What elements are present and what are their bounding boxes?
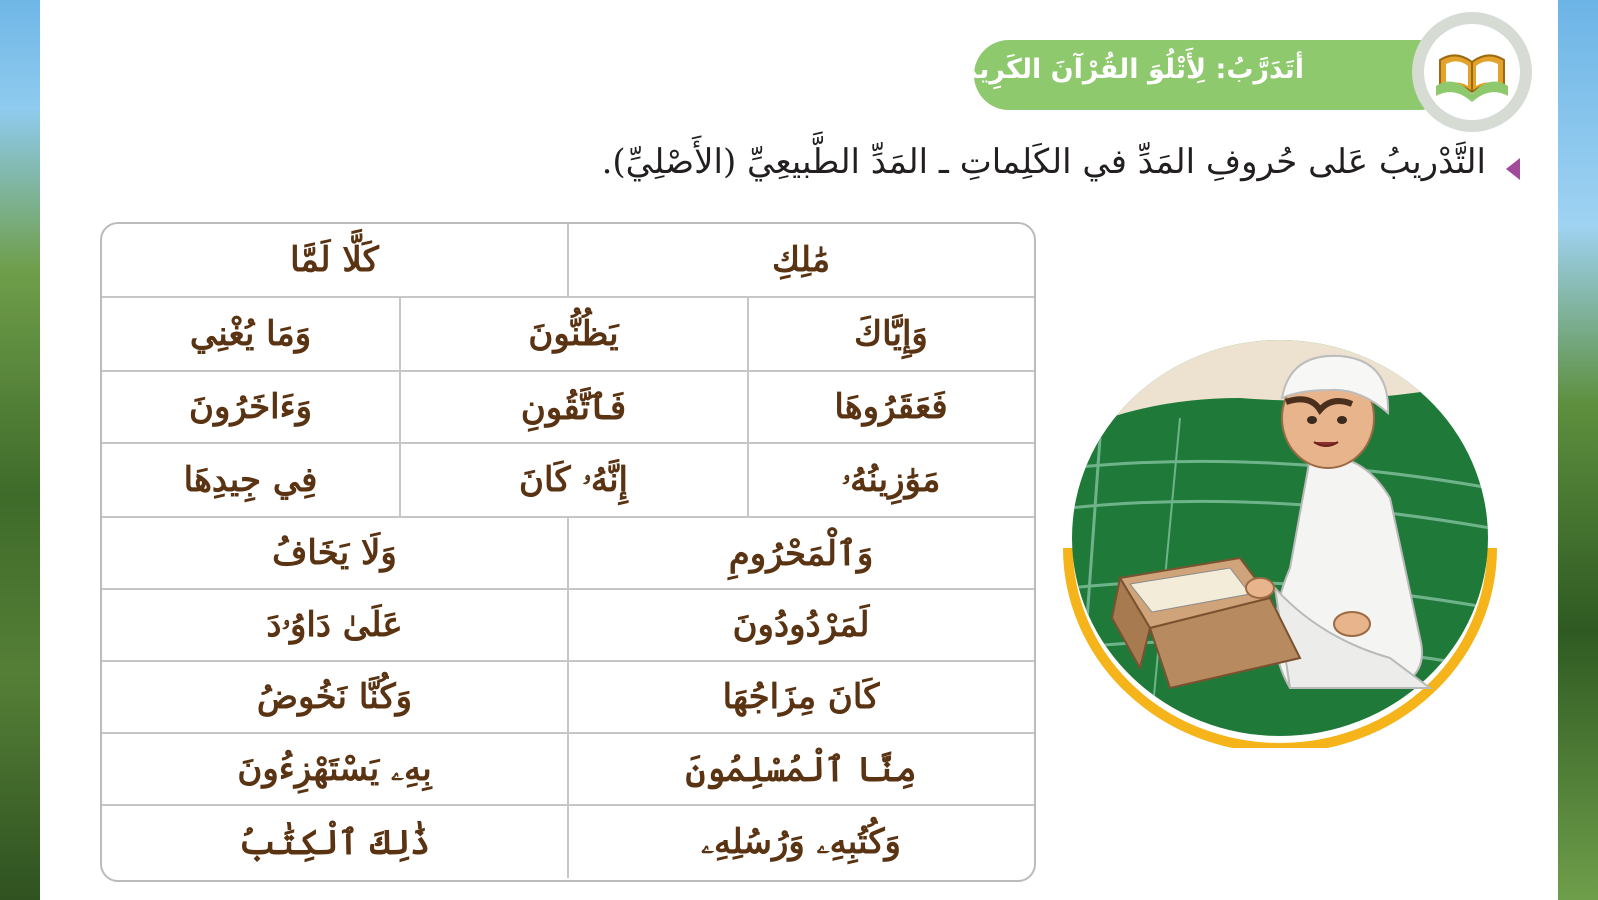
table-row	[102, 590, 1034, 662]
table-row	[102, 518, 1034, 590]
word-cell: فَعَقَرُوهَا	[834, 387, 948, 427]
background-right-landscape	[1558, 0, 1598, 900]
triangle-bullet-icon	[1506, 158, 1520, 180]
section-header	[947, 40, 1454, 110]
table-row	[102, 298, 1034, 372]
word-cell: وَمَا يُغْنِي	[189, 314, 312, 354]
word-cell: وَإِيَّاكَ	[854, 314, 928, 354]
word-cell: مَوَٰزِينُهُۥ	[841, 460, 941, 500]
word-cell: وَكُتُبِهِۦ وَرُسُلِهِۦ	[701, 822, 901, 862]
word-cell: لَمَرْدُودُونَ	[732, 605, 870, 645]
table-row	[102, 372, 1034, 444]
instruction-text: التَّدْريبُ عَلى حُروفِ المَدِّ في الكَلِماتِ ـ المَدِّ الطَّبيعِيِّ (الأَصْلِيِّ).	[601, 142, 1486, 182]
table-row	[102, 224, 1034, 298]
word-cell: وَكُنَّا نَخُوضُ	[256, 677, 413, 717]
emblem-badge	[1412, 12, 1532, 132]
textbook-page	[40, 0, 1558, 900]
word-cell: فَٱتَّقُونِ	[520, 387, 627, 428]
table-row	[102, 734, 1034, 806]
table-row	[102, 444, 1034, 518]
word-cell: وَٱلْمَحْرُومِ	[728, 533, 874, 574]
word-cell: إِنَّهُۥ كَانَ	[519, 460, 628, 500]
background-left-landscape	[0, 0, 40, 900]
word-cell: يَظُنُّونَ	[528, 314, 619, 354]
word-cell: عَلَىٰ دَاوُۥدَ	[266, 605, 403, 645]
word-cell: وَءَاخَرُونَ	[188, 387, 313, 427]
word-cell: فِي جِيدِهَا	[183, 460, 318, 500]
instruction-line	[460, 140, 1520, 196]
word-cell: بِهِۦ يَسْتَهْزِءُونَ	[237, 749, 432, 789]
table-row	[102, 806, 1034, 878]
word-cell: مِنَّا ٱلْمُسْلِمُونَ	[685, 749, 917, 790]
word-cell: وَلَا يَخَافُ	[272, 533, 397, 573]
table-row	[102, 662, 1034, 734]
open-book-icon	[1432, 38, 1512, 106]
madd-words-table	[100, 222, 1036, 882]
word-cell: ذَٰلِكَ ٱلْكِتَٰبُ	[238, 822, 431, 863]
word-cell: مَٰلِكِ	[771, 240, 831, 280]
word-cell: كَلَّا لَمَّا	[290, 240, 379, 280]
boy-reading-quran-illustration	[1060, 338, 1500, 748]
section-title: أتَدَرَّبُ: لِأَتْلُوَ القُرْآنَ الكَرِيمَ:	[947, 54, 1304, 85]
word-cell: كَانَ مِزَاجُهَا	[722, 677, 880, 717]
